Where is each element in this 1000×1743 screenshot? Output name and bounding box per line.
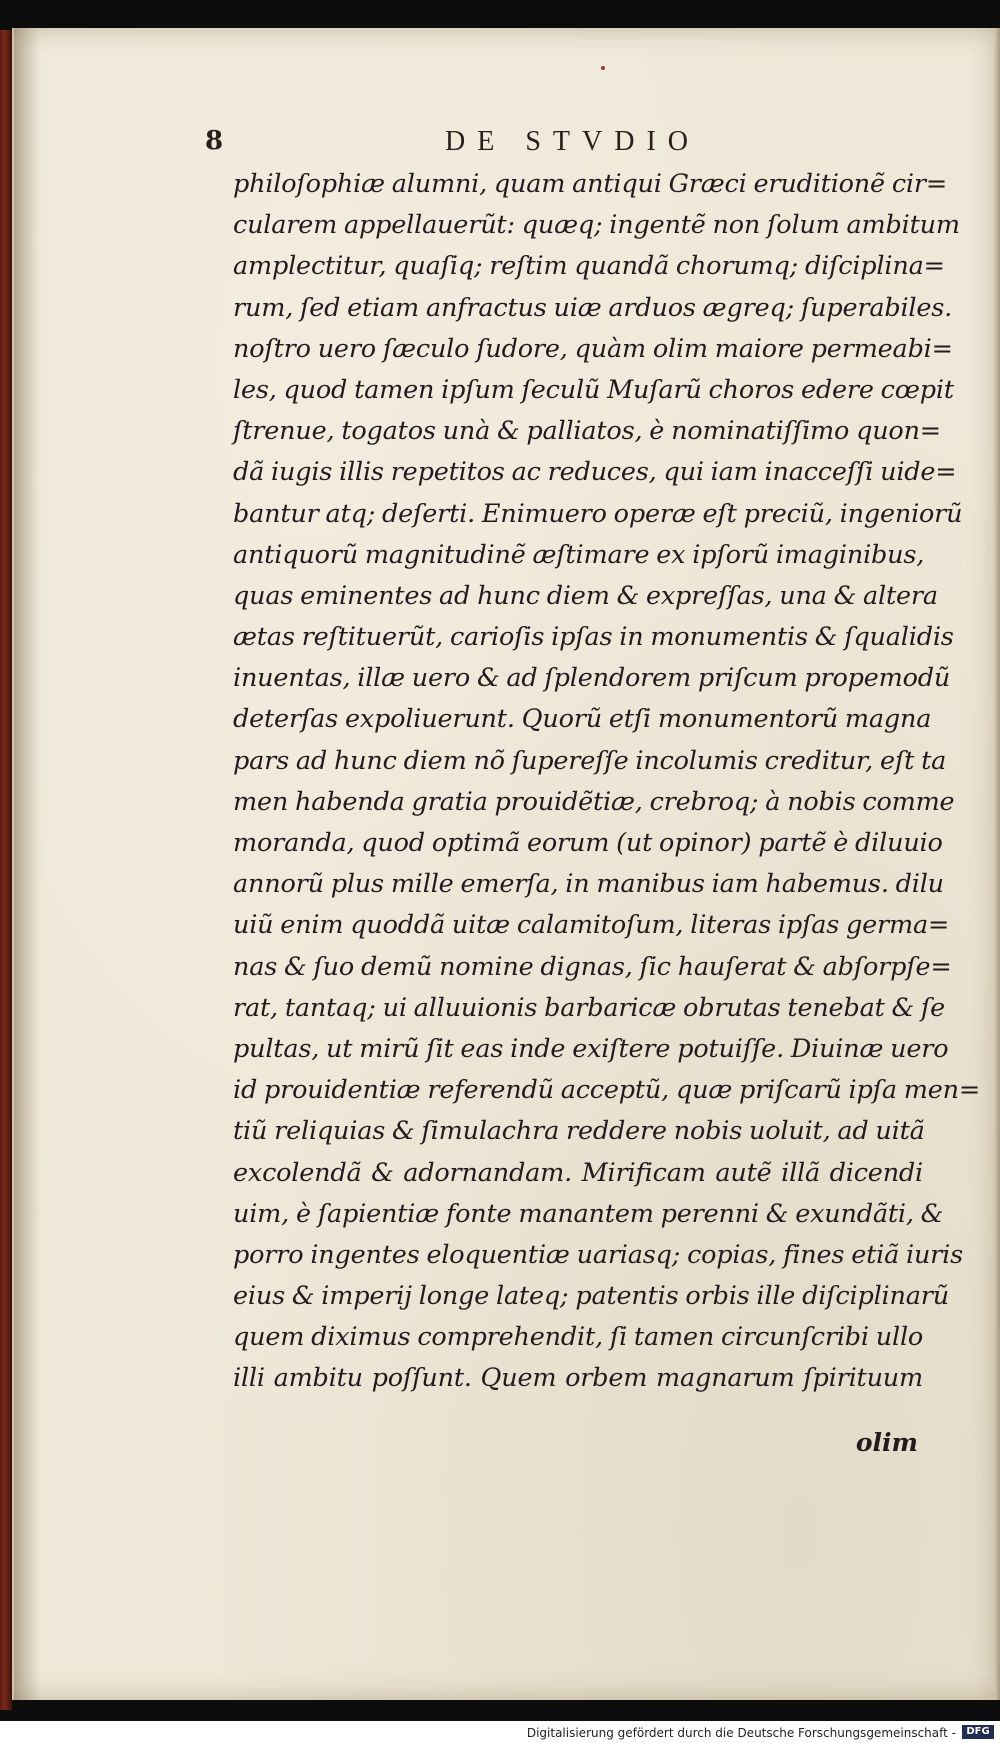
text-line: illi ambitu poſſunt. Quem orbem magnarum ſpirituum	[233, 1363, 923, 1394]
text-line: inuentas, illæ uero & ad ſplendorem priſcum propemodũ	[233, 663, 951, 694]
text-line: philoſophiæ alumni, quam antiqui Græci eruditionẽ cir=	[233, 169, 948, 199]
gutter-shadow	[14, 28, 40, 1700]
text-line: men habenda gratia prouidẽtiæ, crebroq; à nobis comme	[233, 786, 955, 817]
funding-credit: Digitalisierung gefördert durch die Deutsche Forschungsgemeinschaft -	[526, 1726, 956, 1740]
text-line: tiũ reliquias & ſimulachra reddere nobis uoluit, ad uitã	[233, 1116, 925, 1147]
text-line: moranda, quod optimã eorum (ut opinor) partẽ è diluuio	[233, 828, 943, 858]
text-line: deterſas expoliuerunt. Quorũ etſi monumentorũ magna	[233, 704, 932, 735]
dfg-logo: DFG	[962, 1725, 994, 1739]
text-line: ſtrenue, togatos unà & palliatos, è nominatiſſimo quon=	[233, 416, 941, 447]
text-line: pars ad hunc diem nõ ſupereſſe incolumis creditur, eſt ta	[233, 745, 947, 776]
text-line: quas eminentes ad hunc diem & expreſſas, una & altera	[233, 580, 938, 611]
book-spine-edge	[0, 30, 12, 1710]
running-head-title: DE STVDIO	[445, 126, 700, 157]
text-line: cularem appellauerũt: quæq; ingentẽ non ſolum ambitum	[233, 210, 960, 241]
text-line: antiquorũ magnitudinẽ æſtimare ex ipſorũ imaginibus,	[233, 539, 925, 570]
ink-speck	[601, 66, 605, 70]
body-text	[233, 164, 980, 1400]
text-line: les, quod tamen ipſum ſeculũ Muſarũ choros edere cœpit	[233, 374, 954, 405]
text-line: noſtro uero ſæculo ſudore, quàm olim maiore permeabi=	[233, 333, 953, 364]
text-line: excolendã & adornandam. Mirificam autẽ illã dicendi	[233, 1157, 923, 1188]
text-line: bantur atq; deſerti. Enimuero operæ eſt preciũ, ingeniorũ	[233, 498, 963, 529]
text-line: ætas reſtituerũt, carioſis ipſas in monumentis & ſqualidis	[233, 622, 954, 653]
text-line: uiũ enim quoddã uitæ calamitoſum, literas ipſas germa=	[233, 910, 950, 941]
text-line: quem diximus comprehendit, ſi tamen circunſcribi ullo	[233, 1322, 924, 1353]
text-line: uim, è ſapientiæ fonte manantem perenni & exundãti, &	[233, 1198, 944, 1229]
text-line: porro ingentes eloquentiæ uariasq; copias, fines etiã iuris	[233, 1239, 964, 1270]
text-line: id prouidentiæ referendũ acceptũ, quæ priſcarũ ipſa men=	[233, 1075, 980, 1106]
page-edge	[994, 28, 1000, 1700]
text-line: eius & imperij longe lateq; patentis orbis ille diſciplinarũ	[233, 1281, 949, 1312]
footer-bar	[0, 1721, 1000, 1743]
text-line: rum, ſed etiam anfractus uiæ arduos ægreq; ſuperabiles.	[233, 292, 953, 323]
text-line: dã iugis illis repetitos ac reduces, qui iam inacceſſi uide=	[233, 457, 957, 488]
text-line: pultas, ut mirũ ſit eas inde exiſtere potuiſſe. Diuinæ uero	[233, 1033, 949, 1064]
page-number: 8	[205, 126, 224, 156]
text-line: annorũ plus mille emerſa, in manibus iam habemus. dilu	[233, 869, 944, 900]
text-line: nas & ſuo demũ nomine dignas, ſic hauſerat & abſorpſe=	[233, 951, 952, 982]
catchword: olim	[855, 1428, 918, 1457]
text-line: rat, tantaq; ui alluuionis barbaricæ obrutas tenebat & ſe	[233, 992, 946, 1023]
text-line: amplectitur, quaſiq; reſtim quandã chorumq; diſciplina=	[233, 251, 945, 282]
running-head	[205, 126, 765, 162]
